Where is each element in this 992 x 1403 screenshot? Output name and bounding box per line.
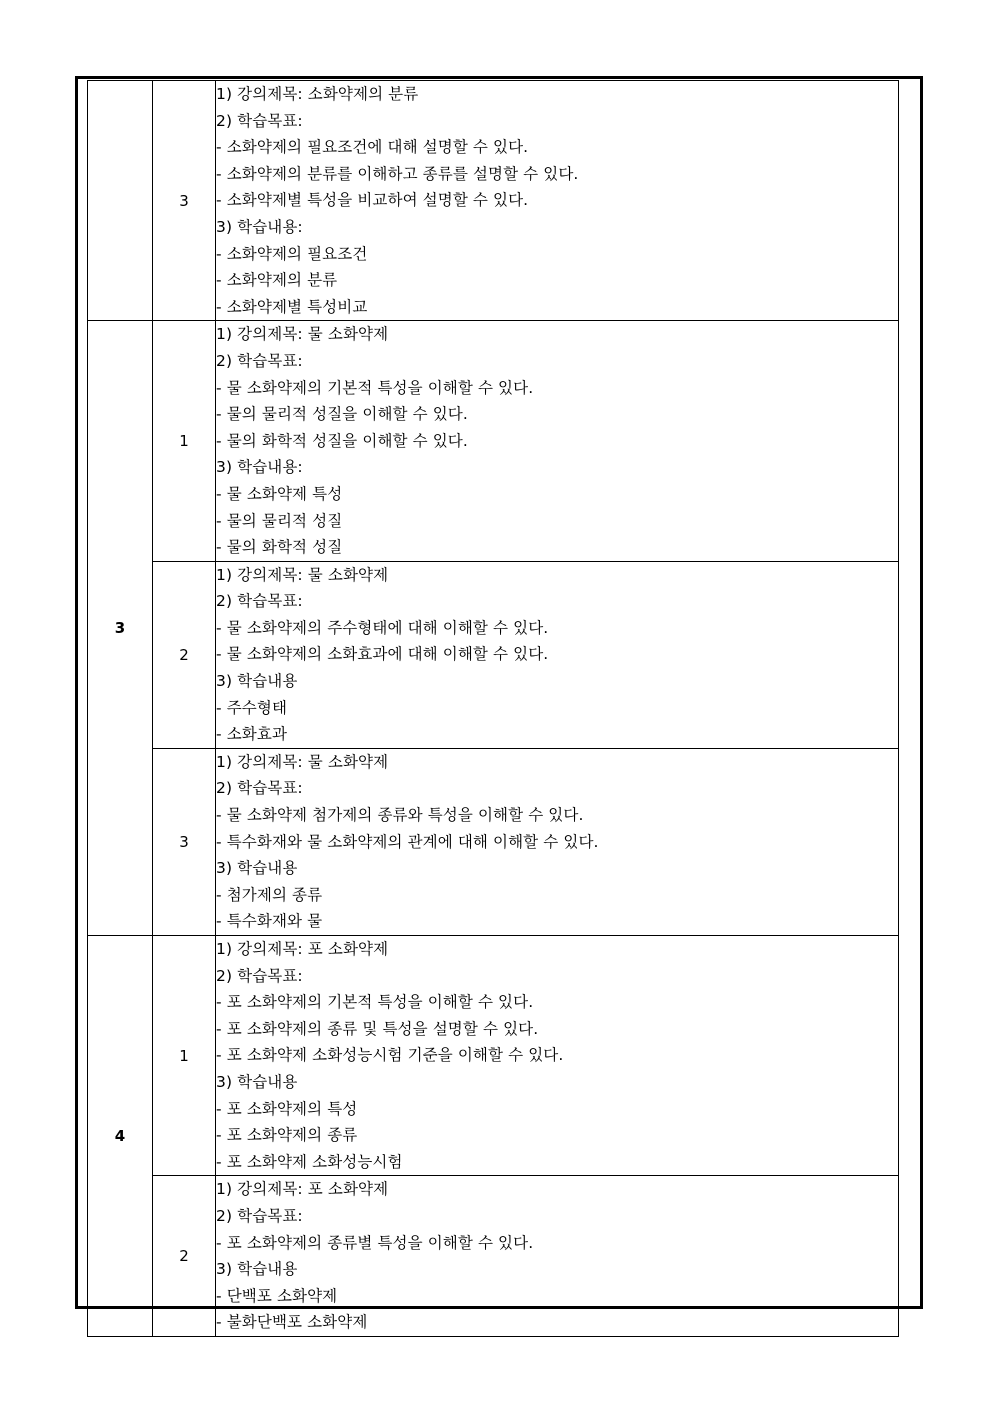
content-cell [216,748,899,935]
table-row [88,1176,899,1337]
table-row [88,561,899,748]
lecture-title: 1) 강의제목: 포 소화약제 [216,1180,389,1199]
objectives-heading: 2) 학습목표: [216,111,303,130]
content-item: - 포 소화약제의 종류 [216,1126,358,1145]
content-item: - 물의 화학적 성질 [216,538,343,557]
lecture-title: 1) 강의제목: 소화약제의 분류 [216,85,419,103]
lecture-title: 1) 강의제목: 물 소화약제 [216,565,389,584]
objective-item: - 물 소화약제 첨가제의 종류와 특성을 이해할 수 있다. [216,806,584,825]
objective-item: - 물의 화학적 성질을 이해할 수 있다. [216,431,468,450]
objective-item: - 소화약제의 필요조건에 대해 설명할 수 있다. [216,138,529,157]
objective-item: - 물 소화약제의 소화효과에 대해 이해할 수 있다. [216,645,549,664]
content-cell [216,321,899,561]
content-item: - 소화약제의 필요조건 [216,244,368,263]
content-item: - 포 소화약제의 특성 [216,1099,358,1118]
content-item: - 특수화재와 물 [216,912,323,931]
lecture-title: 1) 강의제목: 물 소화약제 [216,752,389,771]
objective-item: - 소화약제의 분류를 이해하고 종류를 설명할 수 있다. [216,164,579,183]
session-cell: 1 [153,321,216,561]
content-item: - 물의 물리적 성질 [216,511,343,530]
objectives-heading: 2) 학습목표: [216,351,303,370]
content-item: - 단백포 소화약제 [216,1286,338,1305]
objective-item: - 물 소화약제의 주수형태에 대해 이해할 수 있다. [216,618,549,637]
objective-item: - 포 소화약제의 기본적 특성을 이해할 수 있다. [216,993,534,1012]
content-item: - 소화효과 [216,725,288,744]
content-heading: 3) 학습내용 [216,672,298,691]
content-heading: 3) 학습내용: [216,217,303,236]
objective-item: - 물 소화약제의 기본적 특성을 이해할 수 있다. [216,378,534,397]
table-row [88,321,899,561]
week-cell: 4 [88,936,153,1337]
objective-item: - 포 소화약제의 종류별 특성을 이해할 수 있다. [216,1233,534,1252]
week-cell [88,81,153,321]
objectives-heading: 2) 학습목표: [216,1206,303,1225]
content-cell [216,81,899,321]
content-item: - 소화약제별 특성비교 [216,297,368,316]
table-row [88,81,899,321]
content-item: - 포 소화약제 소화성능시험 [216,1152,403,1171]
content-item: - 첨가제의 종류 [216,885,323,904]
content-heading: 3) 학습내용 [216,859,298,878]
content-item: - 불화단백포 소화약제 [216,1313,368,1332]
session-cell: 2 [153,1176,216,1337]
content-cell [216,936,899,1176]
objective-item: - 포 소화약제의 종류 및 특성을 설명할 수 있다. [216,1019,539,1038]
session-cell: 1 [153,936,216,1176]
week-cell: 3 [88,321,153,936]
content-cell [216,1176,899,1337]
objective-item: - 소화약제별 특성을 비교하여 설명할 수 있다. [216,191,529,210]
objective-item: - 물의 물리적 성질을 이해할 수 있다. [216,405,468,424]
objectives-heading: 2) 학습목표: [216,779,303,798]
objective-item: - 포 소화약제 소화성능시험 기준을 이해할 수 있다. [216,1046,564,1065]
objectives-heading: 2) 학습목표: [216,966,303,985]
content-item: - 물 소화약제 특성 [216,484,343,503]
lecture-plan-table [87,80,899,1337]
table-row [88,936,899,1176]
session-cell: 3 [153,81,216,321]
objective-item: - 특수화재와 물 소화약제의 관계에 대해 이해할 수 있다. [216,832,599,851]
content-heading: 3) 학습내용 [216,1072,298,1091]
lecture-title: 1) 강의제목: 물 소화약제 [216,325,389,344]
session-cell: 2 [153,561,216,748]
content-item: - 소화약제의 분류 [216,271,338,290]
content-heading: 3) 학습내용: [216,458,303,477]
lecture-title: 1) 강의제목: 포 소화약제 [216,940,389,958]
objectives-heading: 2) 학습목표: [216,592,303,611]
table-row [88,748,899,935]
content-cell [216,561,899,748]
content-heading: 3) 학습내용 [216,1260,298,1279]
session-cell: 3 [153,748,216,935]
content-item: - 주수형태 [216,698,288,717]
